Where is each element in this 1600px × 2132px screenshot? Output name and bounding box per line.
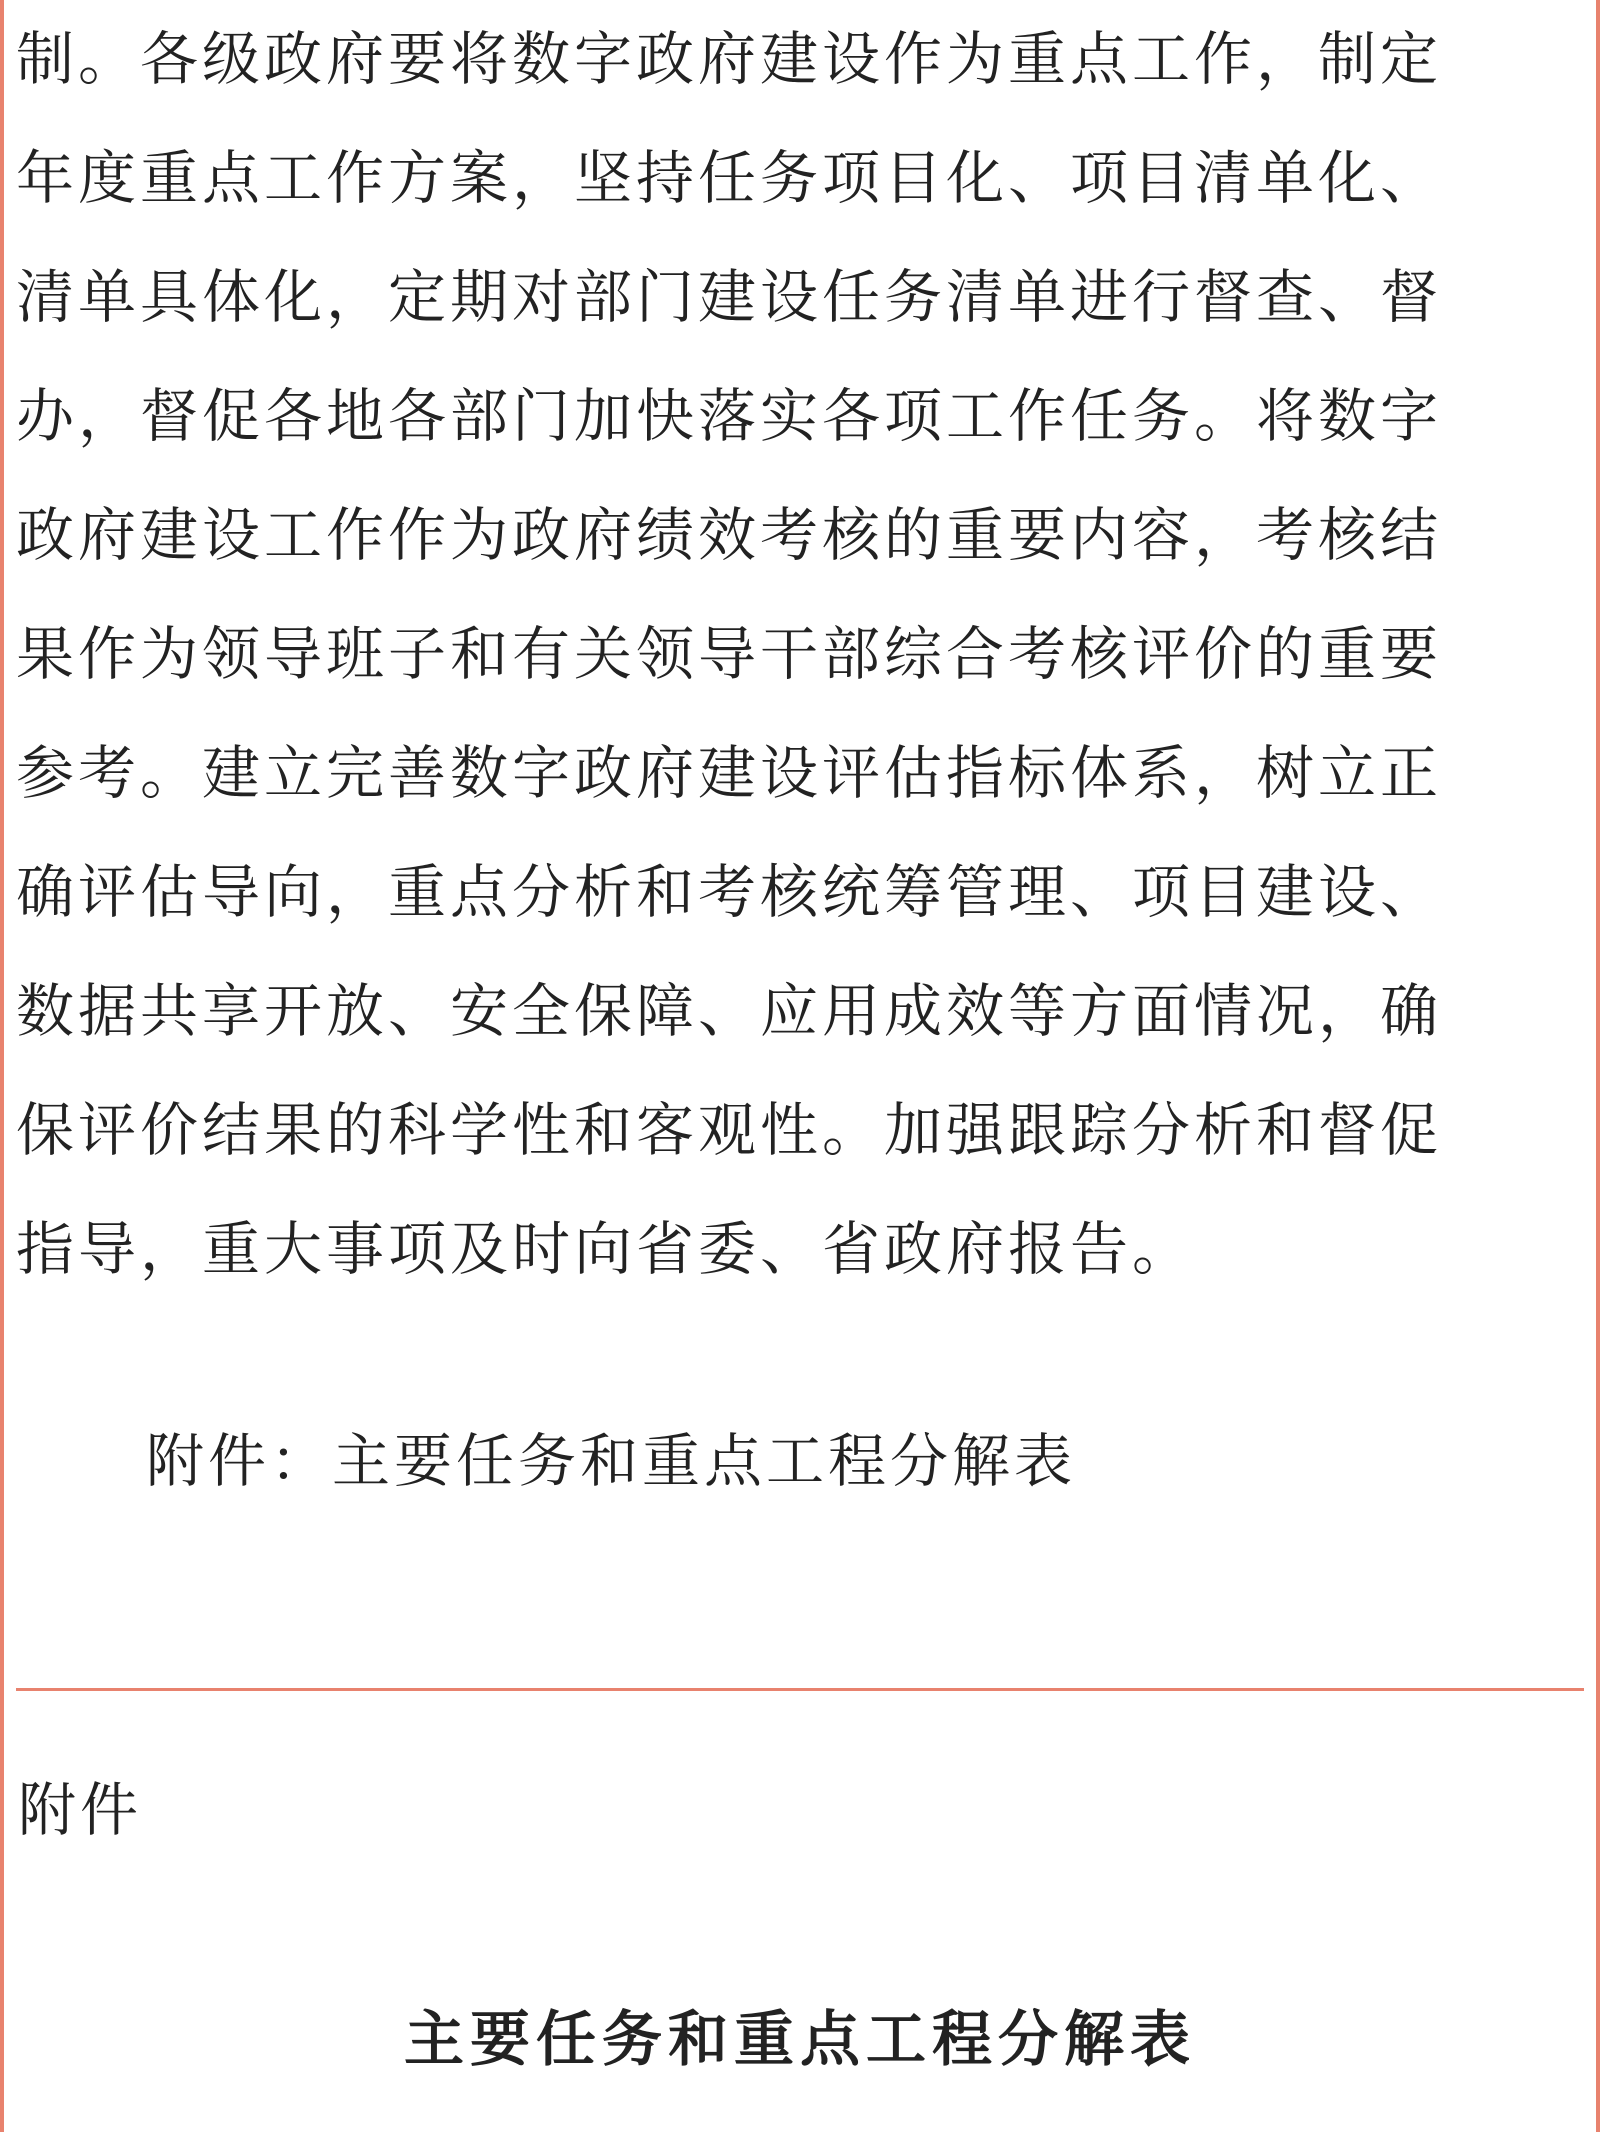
body-line: 办，督促各地各部门加快落实各项工作任务。将数字 (16, 382, 1443, 450)
appendix-label: 附件 (18, 1776, 143, 1844)
body-line: 果作为领导班子和有关领导干部综合考核评价的重要 (16, 620, 1443, 688)
body-line: 年度重点工作方案，坚持任务项目化、项目清单化、 (16, 144, 1443, 212)
section-divider (16, 1688, 1584, 1691)
body-line: 参考。建立完善数字政府建设评估指标体系，树立正 (16, 739, 1443, 807)
body-line: 指导，重大事项及时向省委、省政府报告。 (16, 1215, 1195, 1283)
body-line: 政府建设工作作为政府绩效考核的重要内容，考核结 (16, 501, 1443, 569)
appendix-title: 主要任务和重点工程分解表 (404, 2005, 1196, 2075)
body-line: 制。各级政府要将数字政府建设作为重点工作，制定 (16, 25, 1443, 93)
body-line: 保评价结果的科学性和客观性。加强跟踪分析和督促 (16, 1096, 1443, 1164)
left-border (0, 0, 4, 2132)
article-body (16, 0, 1584, 1309)
body-line: 确评估导向，重点分析和考核统筹管理、项目建设、 (16, 858, 1443, 926)
body-line: 数据共享开放、安全保障、应用成效等方面情况，确 (16, 977, 1443, 1045)
attachment-reference: 附件：主要任务和重点工程分解表 (146, 1427, 1077, 1495)
body-line: 清单具体化，定期对部门建设任务清单进行督查、督 (16, 263, 1443, 331)
right-border (1596, 0, 1600, 2132)
